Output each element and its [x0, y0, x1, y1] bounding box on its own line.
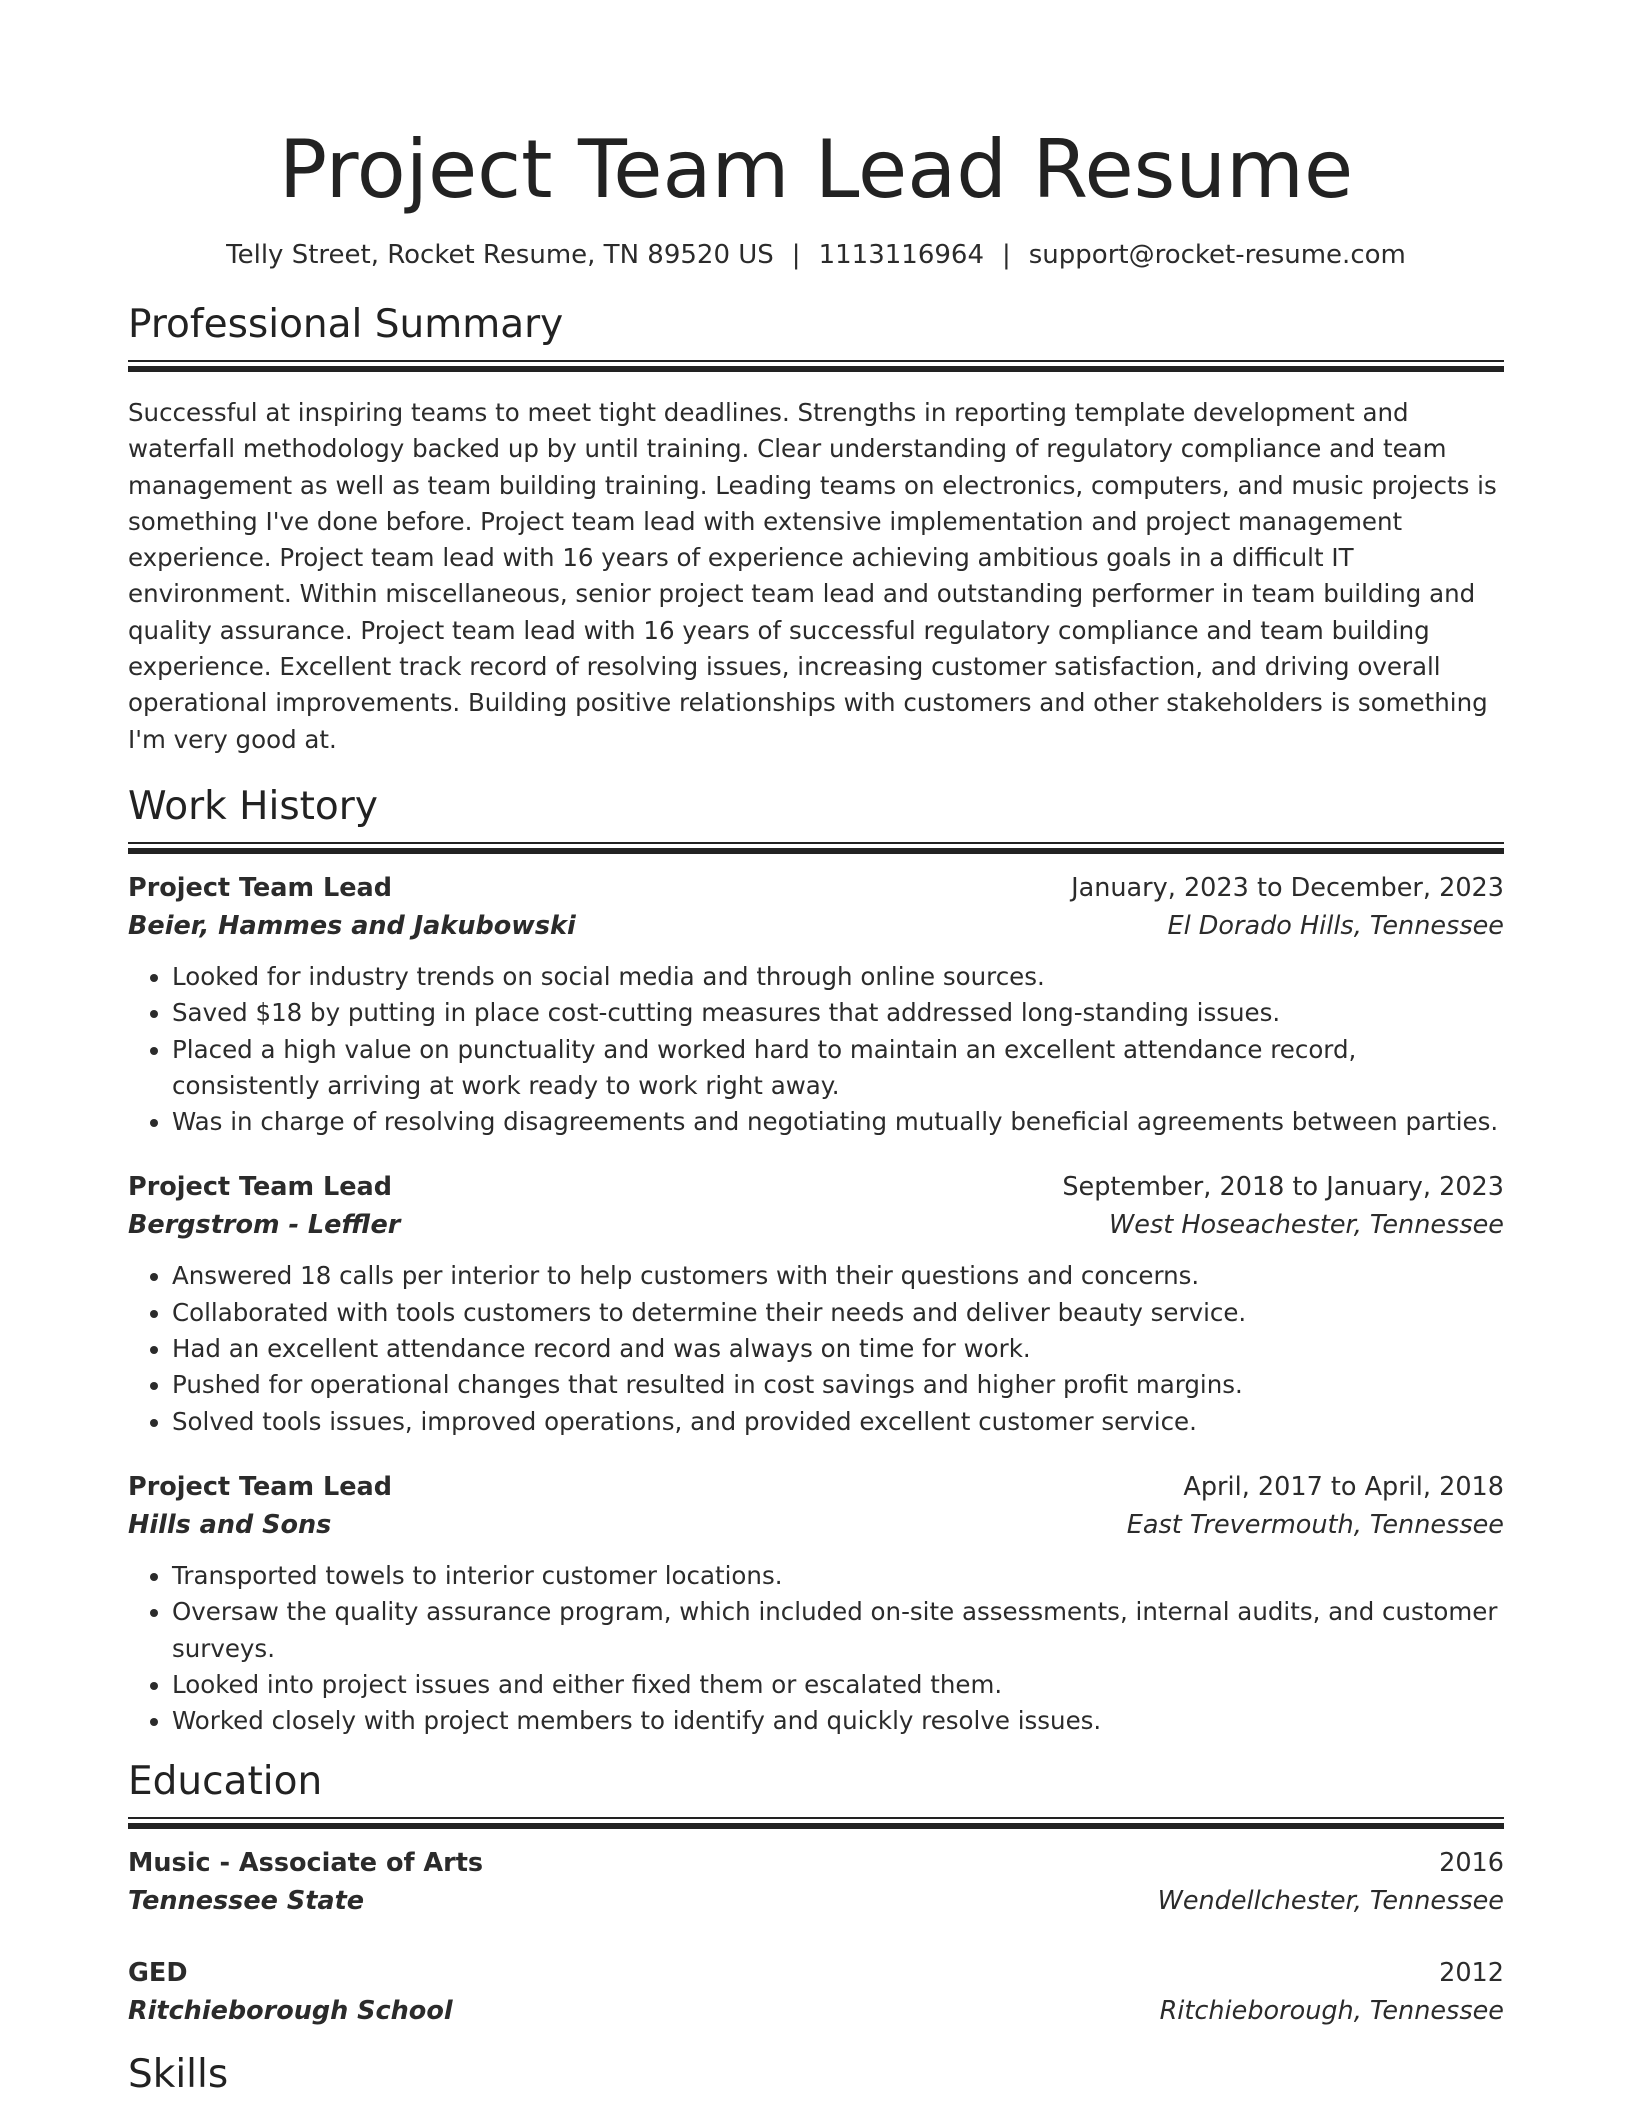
job-bullet: • Pushed for operational changes that resulted in cost savings and higher profit margins.	[172, 1367, 1504, 1403]
job-entry	[128, 869, 1504, 1140]
education-degree: GED	[128, 1958, 188, 1989]
section-heading-skills: Skills	[128, 2052, 229, 2098]
job-bullet: • Worked closely with project members to identify and quickly resolve issues.	[172, 1703, 1504, 1739]
education-year: 2016	[1439, 1848, 1504, 1879]
job-entry	[128, 1468, 1504, 1739]
section-divider	[128, 360, 1504, 373]
contact-separator: |	[1001, 240, 1011, 270]
job-title: Project Team Lead	[128, 1172, 392, 1203]
summary-text: Successful at inspiring teams to meet tight deadlines. Strengths in reporting template development and waterfall methodology backed up by until training. Clear understanding of regulatory compliance and team management as well as team building training. Leading teams on electronics, computers, and music projects is something I've done before. Project team lead with extensive implementation and project management experience. Project team lead with 16 years of experience achieving ambitious goals in a difficult IT environment. Within miscellaneous, senior project team lead and outstanding performer in team building and quality assurance. Project team lead with 16 years of successful regulatory compliance and team building experience. Excellent track record of resolving issues, increasing customer satisfaction, and driving overall operational improvements. Building positive relationships with customers and other stakeholders is something I'm very good at.	[128, 398, 1497, 754]
job-bullet: • Placed a high value on punctuality and worked hard to maintain an excellent attendance record, consistently arriving at work ready to work right away.	[172, 1032, 1504, 1105]
contact-phone: 1113116964	[818, 240, 984, 270]
job-bullets	[128, 1558, 1504, 1739]
job-bullet: • Looked for industry trends on social media and through online sources.	[172, 959, 1504, 995]
job-bullets	[128, 959, 1504, 1140]
education-section	[128, 1759, 1504, 2030]
job-bullet: • Had an excellent attendance record and was always on time for work.	[172, 1331, 1504, 1367]
job-bullet: • Collaborated with tools customers to determine their needs and deliver beauty service.	[172, 1295, 1504, 1331]
job-dates: September, 2018 to January, 2023	[1062, 1172, 1504, 1203]
section-divider	[128, 842, 1504, 855]
job-company-row	[128, 1506, 1504, 1544]
section-heading-summary: Professional Summary	[128, 302, 564, 347]
job-bullet: • Looked into project issues and either fixed them or escalated them.	[172, 1667, 1504, 1703]
section-divider	[128, 1817, 1504, 1830]
job-bullets	[128, 1258, 1504, 1439]
job-bullet: • Answered 18 calls per interior to help customers with their questions and concerns.	[172, 1258, 1504, 1294]
skills-section	[128, 2052, 1504, 2098]
job-bullet: • Solved tools issues, improved operations, and provided excellent customer service.	[172, 1404, 1504, 1440]
job-location: West Hoseachester, Tennessee	[1109, 1210, 1504, 1241]
job-title: Project Team Lead	[128, 1471, 392, 1502]
job-header-row	[128, 1168, 1504, 1206]
work-history-section	[128, 784, 1504, 1739]
job-entry	[128, 1168, 1504, 1439]
section-heading-education: Education	[128, 1759, 323, 1805]
contact-email: support@rocket-resume.com	[1028, 240, 1406, 270]
section-heading-work-history: Work History	[128, 783, 378, 829]
job-header-row	[128, 869, 1504, 907]
job-bullet: • Was in charge of resolving disagreements and negotiating mutually beneficial agreements between parties.	[172, 1104, 1504, 1140]
job-bullet: • Oversaw the quality assurance program, which included on-site assessments, internal audits, and customer surveys.	[172, 1594, 1504, 1667]
contact-separator: |	[791, 240, 801, 270]
job-company: Beier, Hammes and Jakubowski	[128, 910, 576, 941]
job-company: Bergstrom - Leffler	[128, 1210, 401, 1241]
contact-line	[128, 238, 1504, 272]
education-school-row	[128, 1992, 1504, 2030]
education-year: 2012	[1439, 1958, 1504, 1989]
job-company-row	[128, 1206, 1504, 1244]
education-school-row	[128, 1882, 1504, 1920]
job-dates: April, 2017 to April, 2018	[1183, 1471, 1504, 1502]
job-bullet: • Transported towels to interior customer locations.	[172, 1558, 1504, 1594]
education-entry	[128, 1844, 1504, 1920]
education-location: Ritchieborough, Tennessee	[1159, 1996, 1504, 2027]
contact-address: Telly Street, Rocket Resume, TN 89520 US	[226, 240, 774, 270]
job-company: Hills and Sons	[128, 1509, 332, 1540]
education-header-row	[128, 1954, 1504, 1992]
job-company-row	[128, 907, 1504, 945]
education-header-row	[128, 1844, 1504, 1882]
job-dates: January, 2023 to December, 2023	[1071, 872, 1504, 903]
job-location: El Dorado Hills, Tennessee	[1167, 910, 1504, 941]
education-entry	[128, 1954, 1504, 2030]
education-school: Tennessee State	[128, 1886, 365, 1917]
job-bullet: • Saved $18 by putting in place cost-cutting measures that addressed long-standing issues.	[172, 995, 1504, 1031]
education-location: Wendellchester, Tennessee	[1157, 1886, 1504, 1917]
job-location: East Trevermouth, Tennessee	[1126, 1509, 1504, 1540]
resume-title: Project Team Lead Resume	[278, 123, 1354, 216]
education-school: Ritchieborough School	[128, 1996, 453, 2027]
education-degree: Music - Associate of Arts	[128, 1848, 484, 1879]
resume-page	[128, 0, 1504, 2098]
job-header-row	[128, 1468, 1504, 1506]
job-title: Project Team Lead	[128, 872, 392, 903]
summary-section	[128, 302, 1504, 758]
